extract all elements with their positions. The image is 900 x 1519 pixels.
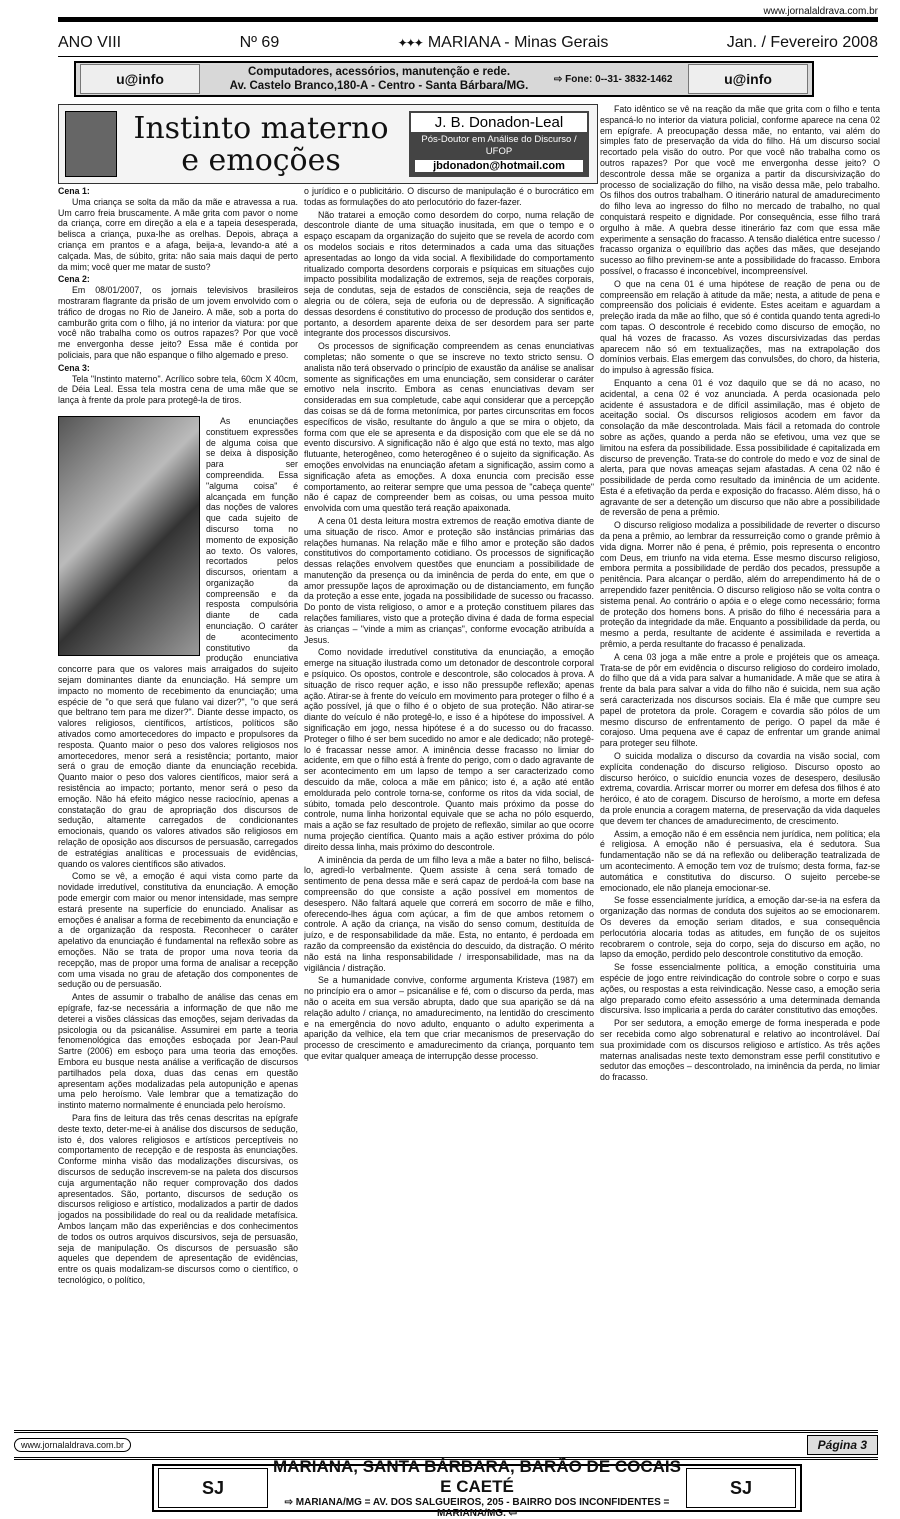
body-paragraph: Assim, a emoção não é em essência nem jurídica, nem política; ela é religiosa. A emoção não é persuasiva, ela é sedutora. Sua fundamentação não se dá na reflexão ou deliberação teatralizada de um acontecimento. A emoção tem voz de truísmo; desta forma, faz-se automática e constitutiva do discurso. O sujeito percebe-se emocionado, ele não planeja emocionar-se. xyxy=(600,828,880,893)
body-paragraph: Se fosse essencialmente política, a emoção constituiria uma espécie de jogo entre reivindicação do controle sobre o corpo e suas ações, ou respostas a esta reivindicação. Nesse caso, a emoção seria algo preparado como efeito assessório a uma determinada demanda discursiva. Isso implicaria a perda do caráter constitutivo das emoções. xyxy=(600,962,880,1016)
body-paragraph: O discurso religioso modaliza a possibilidade de reverter o discurso da pena a prêmio, ao lembrar da ressurreição como o grande prêmio à vida digna. Morrer não é pena, é prêmio, pois representa o encontro com Deus, em triunfo na vida eterna. Esse mesmo discurso religioso, embora permita a possibilidade de perdão dos pecados, pressupõe a penitência. Para alcançar o perdão, além do arrependimento há de o arrependido fazer penitência. O discurso religioso não se volta contra o sistema penal. Ao contrário o apóia e o elege como necessário; forma de proteção dos homens bons. A prisão do filho é necessária para a proteção da integridade da mãe. Enquanto a possibilidade da perda, ou mesmo a perda, resultante de acidente é assimilada e revertida a prêmio, a perda resultante do fracasso é penalizada. xyxy=(600,520,880,650)
body-paragraph: Antes de assumir o trabalho de análise das cenas em epígrafe, faz-se necessária a informação de que não me deterei a visões clássicas das emoções, sejam derivadas da psicologia ou da psicanálise. Assumirei em parte a teoria fenomenológica das emoções esboçada por Jean-Paul Sartre (2006) em esboço para uma teoria das emoções. Embora eu busque nesta análise a verificação de discursos partilhados pela doxa, duas das cenas em questão apresentam ações modalizadas pela autopunição e apenas uma pelo heroísmo. Vale lembrar que a tematização do instinto materno normalmente é enunciada pelo heroísmo. xyxy=(58,992,298,1111)
ornament-icon: ✦✦✦ xyxy=(397,36,422,50)
article-title: Instinto materno e emoções xyxy=(133,111,389,178)
uinfo-logo: u@info xyxy=(80,64,200,94)
top-advertisement[interactable] xyxy=(74,61,814,97)
byline-box xyxy=(409,111,589,177)
body-paragraph: Fato idêntico se vê na reação da mãe que grita com o filho e tenta espancá-lo no interior da viatura policial, conforme aparece na cena 02 em epígrafe. A preocupação dessa mãe, no entanto, vai além do simples fato de preservação da vida do filho. Há um discurso social recortado pela visão do outro. Por que você não trabalha como os outros rapazes? Por que você me envergonha desse jeito? O descontrole dessa mãe se organiza a partir da discursivização do processo de socialização do filho, na visão dessa mãe, pelo trabalho. Os filhos dos outros trabalham. O itinerário natural de amadurecimento do filho leva ao ingresso do filho no mercado de trabalho, no qual conquistará respeito e dignidade. Por consequência, esse filho trará orgulho à mãe. A quebra desse itinerário faz com que essa mãe experimente a sensação do fracasso. A tensão dialética entre sucesso / fracasso organiza o equilíbrio das ações das mães, que desejando sucesso ao filho previnem-se ante a possibilidade do fracasso. Embora possível, o fracasso é inconcebível, incompreensível. xyxy=(600,104,880,276)
body-paragraph: Se fosse essencialmente jurídica, a emoção dar-se-ia na esfera da organização das normas de conduta dos sujeitos ao se emocionarem. Os deveres da emoção seriam ditados, e sua consequência perlocutória alocaria todas as atitudes, em função de os sujeitos recobrarem o controle, seja do corpo, seja do discurso em ação, no lapso da emoção, perdido pelo descontrole constitutivo da emoção. xyxy=(600,895,880,960)
body-paragraph: A cena 03 joga a mãe entre a prole e projéteis que os ameaça. Trata-se de pôr em evidência o discurso religioso do cordeiro imolado, do filho que dá a vida para salvar a humanidade. A mãe que se atira à frente da bala para salvar a vida do filho não é suicida, nem sua ação será caracterizada nos discursos sociais. Ela é mãe que cumpre seu papel de protetora da prole. Coragem e covardia são pólos de um mesmo discurso de enfrentamento de perigo. O papel da mãe é corajoso. Uma pequena ave é capaz de enfrentar um grande animal para proteger seu filhote. xyxy=(600,651,880,749)
masthead-number: Nº 69 xyxy=(239,34,280,51)
sj-supermercados-logo: SJ xyxy=(158,1468,268,1508)
column-1 xyxy=(58,186,298,1426)
scene-1-label: Cena 1: xyxy=(58,186,90,196)
ad-bottom-line-2: ⇨ MARIANA/MG = AV. DOS SALGUEIROS, 205 - BAIRRO DOS INCONFIDENTES = MARIANA/MG. ⇦ xyxy=(284,1497,670,1519)
column-3 xyxy=(600,104,880,1426)
body-paragraph: Como novidade irredutível constitutiva da enunciação, a emoção emerge na situação ilustrada como um detonador de descontrole corporal e psíquico. Os opostos, controle e descontrole, são colocados à prova. A situação de risco requer ação, e isso não pressupõe reflexão; apenas ação. Atirar-se à frente do veículo em movimento para proteger o filho é a ação possível, já que o filho é o objeto de sua proteção. Não atirar-se diante do veículo é não protegê-lo, e isso é a hipótese do impossível. A significação em jogo, nessa hipótese é a do sucesso ou do fracasso. Proteger o filho é ser bem sucedido no amor e ale dedicado; não protegê-lo é fracassar nesse amor. A iminência desse fracasso no limiar do acidente, em que o filho está à frente do perigo, com o dado agravante de ser acontecimento em um lapso de tempo a ser caracterizado como descuido da mãe, coloca a mãe em pânico; isto é, a ação até então emoldurada pelo controle torna-se, conforme os ritos da vida social, de súbito, tomada pelo descontrole. Quanto mais próximo da posse do controle, numa linha horizontal equivale que se acha no pólo esquerdo, mais a ação se faz resultado de projeto de reflexão, similar ao que ocorre numa projeção científica. Quanto mais a ação estiver próxima do pólo direito dessa linha, mais próximo do descontrole. xyxy=(304,647,594,852)
author-role: Pós-Doutor em Análise do Discurso / UFOP xyxy=(421,134,577,157)
body-paragraph: Os processos de significação compreendem as cenas enunciativas completas; não somente o que se inscreve no texto stricto sensu. O analista não terá observado o princípio de exaustão da análise se analisar somente as significações em uma enunciação, sem considerar o caráter emotivo nela inscrito. Embora as cenas enunciativas devam ser consideradas em sua completude, cabe aqui considerar que a percepção das coisas se dá de forma metonímica, por partes circunscritas em focos específicos de visão, resultante do ângulo a que se mira o objeto, da forma com que ele se apresenta e da disposição com que ele se dá no evento discursivo. A significação não é algo que está no texto, mas algo flutuante, heterogêneo, como heterogêneo é o sujeito da significação. As emoções envolvidas na enunciação afetam a significação, assim como a significação afeta as emoções. A doxa enuncia com precisão esse comportamento, ao reiterar sempre que uma pessoa de "cabeça quente" não é capaz de compreender bem as coisas, ou uma pessoa muito envolvida com uma questão terá reação apaixonada. xyxy=(304,341,594,514)
scene-1-text: Uma criança se solta da mão da mãe e atravessa a rua. Um carro freia bruscamente. A mãe grita com pavor o nome da criança, corre em direção a ela e a tapeia desesperada, belisca a criança, puxa-lhe as orelhas. Depois, abraça a criança em prantos e a afaga, beija-a, levando-a até a calçada. Mas, de súbito, grita: não saia mais daqui de perto da mim; você quer me matar de susto? xyxy=(58,196,298,272)
body-paragraph: o jurídico e o publicitário. O discurso de manipulação é o burocrático em todas as formulações do ato perlocutório do fazer-fazer. xyxy=(304,186,594,207)
sj-supermercados-logo-right: SJ xyxy=(686,1468,796,1508)
body-paragraph: As enunciações constituem expressões de alguma coisa que se deixa à disposição para ser compreendida. Essa "alguma coisa" é alcançada em função das noções de valores que cada sujeito de discurso toma no momento de exposição ao texto. Os valores, recortados pelos discursos, orientam a organização da compreensão e da resposta compulsória diante de cada enunciação. O caráter de acontecimento constitutivo da produção enunciativa concorre para que os valores mais arraigados do sujeito sejam dominantes diante da enunciação. Há sempre um impacto no momento de recebimento da enunciação; uma espécie de "o que será que fulano vai dizer?", "o que será que beltrano tem para me dizer?". Diante desse impacto, os valores religiosos, científicos, artísticos, políticos são ativados como amortecedores do impacto e propulsores da resposta. Quanto maior o peso dos valores religiosos nos amortecedores, menor será a resistência; portanto, maior será o grau de emoção diante da enunciação recebida. Quanto maior o peso dos valores científicos, maior será a resistência ao impacto; portanto, menor será o peso da emoção. Não há efeito mágico nesse raciocínio, apenas a constatação do grau de apropriação dos discursos de sedução, altamente carregados de condicionantes emocionais, quando os valores ativados são religiosos em relação de oposição aos discursos de persuasão, carregados de estratégias analíticas e processuais de evidências, quando os valores científicos são ativados. xyxy=(58,415,298,869)
ad-bottom-text xyxy=(272,1457,682,1519)
masthead-rule xyxy=(58,56,878,57)
ad-text xyxy=(204,65,554,93)
top-rule xyxy=(58,17,878,22)
body-paragraph: Por ser sedutora, a emoção emerge de forma inesperada e pode ser recebida como algo sobrenatural e relativo ao incontrolável. Daí sua proximidade com os discursos religioso e artístico. As três ações maternas analisadas neste texto demonstram esse perfil constitutivo e sedutor das emoções – descontrolado, na iminência da perda, no limiar do fracasso. xyxy=(600,1018,880,1083)
body-paragraph: Enquanto a cena 01 é voz daquilo que se dá no acaso, no acidental, a cena 02 é voz anunciada. A perda ocasionada pelo acidente é assustadora e de difícil assimilação, mas é objeto de aceitação social. Os discursos religiosos acodem em favor da consolação da mãe descontrolada. Mais fácil a retomada do controle sobre as ações, quando a perda não se efetivou, uma vez que se limitou na esfera da possibilidade. Essa possibilidade é capitalizada em discurso de prevenção. Trata-se do controle do medo e voz de sinal de alerta, para que novas ameaças sejam afastadas. A cena 02 não é possibilidade de perda como resultado da iminência de um acidente. Esta é a efetivação da perda e exposição do fracasso. Além disso, há o agravante de ser a detenção um discurso que não abre a possibilidade de reversão de pena a prêmio. xyxy=(600,377,880,518)
bottom-advertisement[interactable] xyxy=(152,1457,802,1519)
body-paragraph: O que na cena 01 é uma hipótese de reação de pena ou de compreensão em relação à atitude da mãe; nesta, a atitude de pena e compreensão dos policiais é evidente. Estes aceitam e aguardam a preleção irada da mãe ao filho, que só é contida quando tenta agredi-lo com tapas. O descontrole é recebido como discurso de emoção, no qual há vozes de fracasso. As vozes discursivizadas das perdas aparecem não só em textualizações, mas na extrapolação dos domínios verbais. Elas emergem das convulsões, do choro, da histeria, do impulso à agressão física. xyxy=(600,278,880,376)
body-paragraph: Para fins de leitura das três cenas descritas na epígrafe deste texto, deter-me-ei à análise dos discursos de sedução, isto é, dos valores religiosos e artísticos perceptíveis no comportamento de recepção e de resposta às enunciações. Conforme minha visão das modalizações discursivas, os discursos de sedução inscrevem-se na paleta dos discursos cuja argumentação não requer comprovação dos dados apresentados. São, portanto, discursos de sedução os discursos religioso e artístico, modalizados a partir de dados jogados na possibilidade do real ou da realidade metafísica. Ambos lançam mão das experiências e dos conhecimentos de todos os outros arquivos discursivos, seja de persuasão, seja de manipulação. Os discursos de persuasão são aqueles que dependem de apresentação de evidências, entre os quais modalizam-se discursos como o científico, o tecnológico, o político, xyxy=(58,1112,298,1285)
ad-line-1: Computadores, acessórios, manutenção e rede. xyxy=(247,66,511,78)
uinfo-logo-right: u@info xyxy=(688,64,808,94)
site-url: www.jornalaldrava.com.br xyxy=(763,6,878,17)
painting-image xyxy=(58,416,200,656)
footer-bar xyxy=(14,1430,878,1460)
author-name: J. B. Donadon-Leal xyxy=(411,113,587,132)
masthead-year: ANO VIII xyxy=(58,34,122,51)
body-paragraph: Não tratarei a emoção como desordem do corpo, numa relação de descontrole diante de uma situação inusitada, em que o tempo e o espaço escapam da organização do sujeito que se revela de acordo com os modelos sociais e ritos determinados a cada uma das situações apresentadas ao longo da vida social. A flexibilidade do comportamento ritualizado comporta desordens corporais e psíquicas em situações cujo impacto possibilita modalização de extremos, seja de reações corporais, seja de condutas, seja de estados de consciência, seja de reações de alegria ou de cólera, seja de euforia ou de depressão. A significação dessas desordens é constitutivo do processo de produção dos sentidos e, portanto, a desordem aparente deixa de ser desordem para ser parte integrante dos processos discursivos. xyxy=(304,209,594,339)
ad-bottom-line-1: MARIANA, SANTA BÁRBARA, BARÃO DE COCAIS E CAETÉ xyxy=(273,1457,681,1496)
ad-phone: ⇨ Fone: 0--31- 3832-1462 xyxy=(554,73,673,85)
footer-url[interactable]: www.jornalaldrava.com.br xyxy=(14,1438,131,1452)
scene-2-text: Em 08/01/2007, os jornais televisivos brasileiros mostraram flagrante da prisão de um jovem envolvido com o tráfico de drogas no Rio de Janeiro. A mãe, sob a porta do camburão grita com o filho, já no interior da viatura: por que você não trabalha como os outros rapazes? Por que você me envergonha desse jeito? Essa mãe é contida por policiais, para que não espanque o filho algemado e preso. xyxy=(58,285,298,360)
masthead-city: MARIANA - Minas Gerais xyxy=(427,34,609,51)
masthead-city-wrap xyxy=(398,34,609,52)
scene-3-label: Cena 3: xyxy=(58,362,90,373)
body-paragraph: Se a humanidade convive, conforme argumenta Kristeva (1987) em no princípio era o amor – psicanálise e fé, com o discurso da perda, mas não o aceita em sua versão abrupta, dado que sua aparição se dá na relação adulto / criança, no amadurecimento, na lentidão do crescimento e na emergência do novo adulto, enquanto o adulto experimenta a aparição da velhice, ela tem que criar mecanismos de preservação do processo de crescimento e amadurecimento da criança, porquanto tem que evitar qualquer ameaça de interrupção desse processo. xyxy=(304,975,594,1061)
scene-3-text: Tela "Instinto materno". Acrílico sobre tela, 60cm X 40cm, de Déia Leal. Essa tela mostra cena de uma mãe que se lança à frente da prole para protegê-la de tiros. xyxy=(58,373,298,406)
page-number: Página 3 xyxy=(807,1435,878,1455)
ad-line-2: Av. Castelo Branco,180-A - Centro - Santa Bárbara/MG. xyxy=(229,80,529,92)
body-paragraph: A iminência da perda de um filho leva a mãe a bater no filho, beliscá-lo, agredi-lo verbalmente. Quem assiste à cena será tomado de sentimento de pena dessa mãe e será capaz de perdoá-la com base na compreensão do que consiste a ação possível em momentos de desespero. Não faltará aquele que correrá em socorro de mãe e filho, oferecendo-lhes água com açúcar, a fim de que ambos retomem o controle. A ação da criança, na visão do senso comum, destituída de juízo, e de responsabilidade da mãe. Esta, no entanto, é perdoada em razão da compreensão da existência do descuido, da distração. O mérito não está na linha responsabilidade / irresponsabilidade, mas na da vigilância / distração. xyxy=(304,854,594,973)
author-photo xyxy=(65,111,117,177)
article-header xyxy=(58,104,598,184)
masthead-date: Jan. / Fevereiro 2008 xyxy=(726,34,878,51)
author-email[interactable]: jbdonadon@hotmail.com xyxy=(415,160,583,172)
body-paragraph: A cena 01 desta leitura mostra extremos de reação emotiva diante de uma situação de risco. Amor e proteção são instâncias primárias das relações humanas. Na relação mãe e filho amor e proteção são dados constitutivos do comportamento cotidiano. Os processos de significação dessas relações envolvem questões que enunciam a possibilidade de manutenção da presença ou da iminência de perda do ente, em que o amor pressupõe laços de aproximação ou de distanciamento, em função da proteção a esse ente, jogada na possibilidade de sucesso ou fracasso. Do ponto de vista religioso, o amor e a proteção constituem pilares das relações familiares, visto que a proteção divina é dada de forma especial às crianças – "vinde a mim as crianças", conforme evocação atribuída a Jesus. xyxy=(304,515,594,645)
masthead xyxy=(58,33,878,53)
body-paragraph: O suicida modaliza o discurso da covardia na visão social, com explícita condenação do discurso religioso. Discurso oposto ao discurso heróico, o suicídio enuncia vozes de desespero, desilusão extrema, covardia. Arriscar morrer ou morrer em defesa dos filhos é ato heróico, é ato de coragem. Discurso de heroísmo, a morte em defesa da prole enuncia a coragem materna, de preservação da vida daqueles que devem ter chances de amadurecimento, de crescimento. xyxy=(600,751,880,826)
body-paragraph: Como se vê, a emoção é aqui vista como parte da novidade irredutível, constitutiva da enunciação. A emoção pode emergir com maior ou menor intensidade, mas sempre estará presente na superfície do enunciado. Analisar as emoções é analisar a forma de recebimento da enunciação e a de organização da resposta. Reconhecer o caráter apelativo da enunciação é fundamental na reflexão sobre as emoções. Não se trata de propor uma nova teoria da recepção, mas de propor uma forma de analisar a recepção com uma visada no grau de afetação dos componentes de sedução ou de persuasão. xyxy=(58,871,298,990)
column-2 xyxy=(304,186,594,1426)
scene-2-label: Cena 2: xyxy=(58,274,90,285)
